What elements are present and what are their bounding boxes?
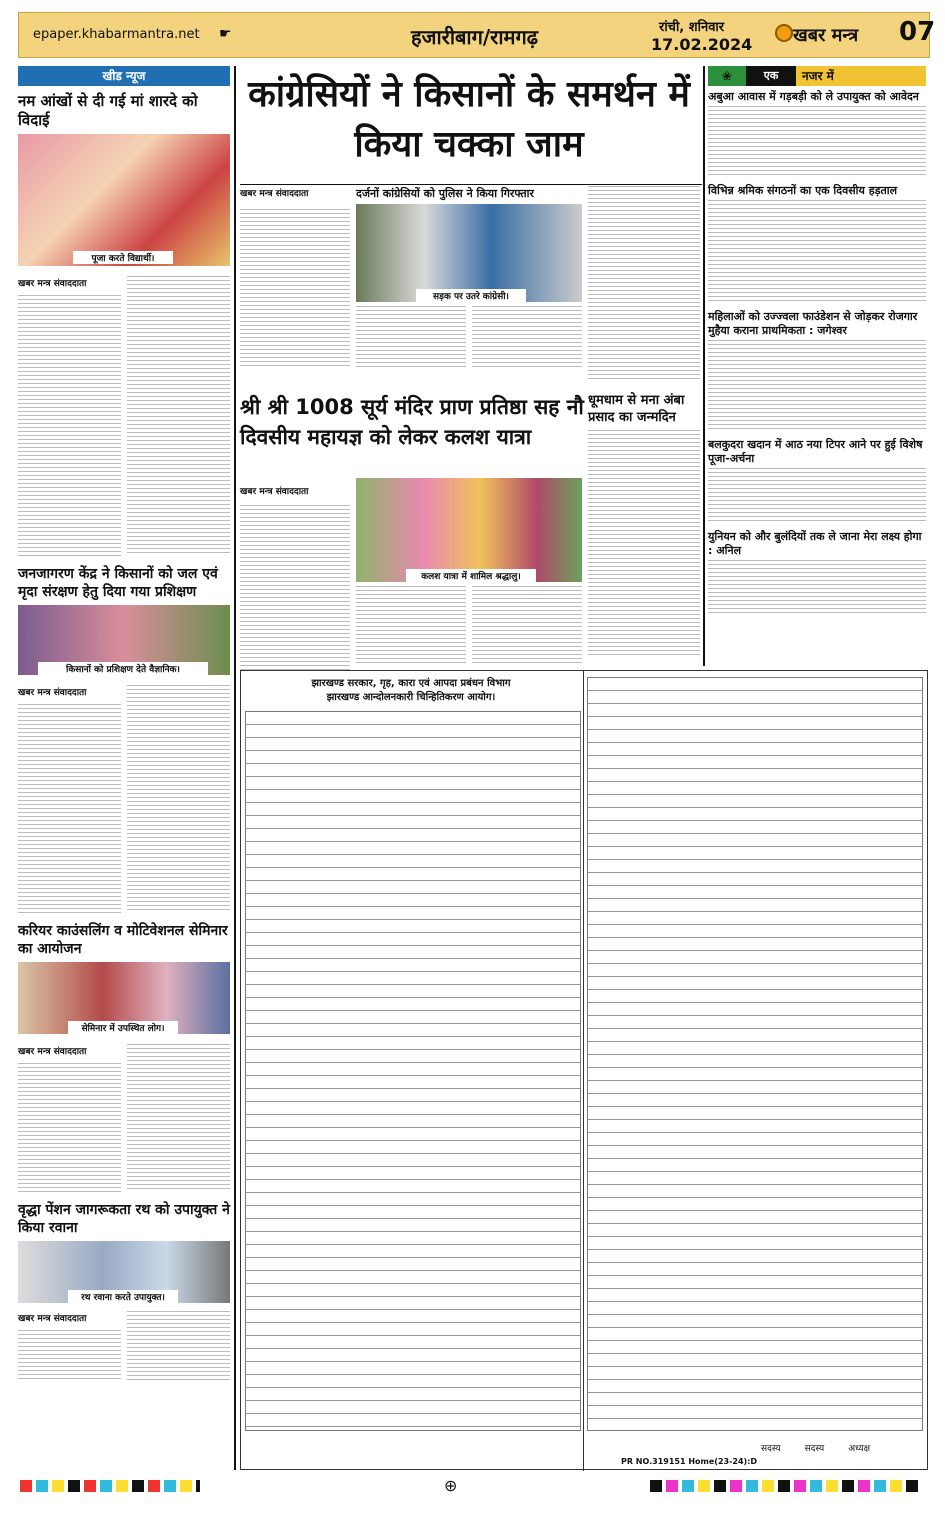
article-text (356, 306, 466, 370)
brief-text (708, 560, 926, 616)
column-rule (703, 66, 705, 666)
headline-left-1[interactable]: नम आंखों से दी गई मां शारदे को विदाई (18, 92, 198, 129)
color-bar (650, 1480, 920, 1492)
photo-caption: कलश यात्रा में शामिल श्रद्धालु। (406, 569, 536, 582)
main-headline[interactable]: कांग्रेसियों ने किसानों के समर्थन में किया चक्का जाम (248, 74, 690, 165)
headline-left-2[interactable]: जनजागरण केंद्र ने किसानों को जल एवं मृदा संरक्षण हेतु दिया गया प्रशिक्षण (18, 566, 218, 600)
side-headline[interactable]: धूमधाम से मना अंबा प्रसाद का जन्मदिन (588, 393, 685, 425)
brief-headline[interactable]: बलकुदरा खदान में आठ नया टिपर आने पर हुई विशेष पूजा-अर्चना (708, 438, 923, 465)
notice-table-left (245, 711, 581, 1431)
article-text-col2 (127, 685, 230, 913)
brand-logo-icon (775, 24, 793, 42)
color-bar (20, 1480, 200, 1492)
photo-caption: पूजा करते विद्यार्थी। (73, 251, 173, 264)
photo-puja (18, 134, 230, 266)
article-text (18, 1063, 121, 1193)
article-text (356, 586, 466, 666)
brief-headline[interactable]: युनियन को और बुलंदियों तक ले जाना मेरा लक्ष्य होगा : अनिल (708, 530, 922, 557)
article-text (240, 505, 350, 675)
brief-text (708, 468, 926, 524)
column-rule (234, 66, 236, 1470)
notice-table-right (587, 677, 923, 1431)
article-text (18, 704, 121, 914)
second-headline[interactable]: श्री श्री 1008 सूर्य मंदिर प्राण प्रतिष्ठा सह नौ दिवसीय महायज्ञ को लेकर कलश यात्रा (240, 395, 584, 449)
brief-text (708, 200, 926, 304)
article-text (588, 430, 700, 656)
second-story-photo-block (356, 478, 582, 666)
byline: खबर मन्त्र संवाददाता (18, 279, 87, 289)
headline-left-3[interactable]: करियर काउंसलिंग व मोटिवेशनल सेमिनार का आयोजन (18, 923, 228, 957)
main-story-col1 (240, 186, 350, 369)
photo-kalash-yatra (356, 478, 582, 582)
edition-title: हजारीबाग/रामगढ़ (411, 25, 539, 49)
photo-caption: सड़क पर उतरे कांग्रेसी। (416, 289, 526, 302)
section-tag: खीड न्यूज (18, 66, 230, 86)
article-text-col2 (127, 1311, 230, 1381)
page-number: 07 (899, 17, 936, 47)
byline: खबर मन्त्र संवाददाता (18, 1047, 87, 1057)
section-tag-nazar: नजर में (796, 66, 926, 86)
flower-icon: ❀ (708, 66, 746, 86)
brief-text (708, 340, 926, 432)
article-text (18, 295, 121, 557)
article-text (472, 586, 582, 666)
photo-protest (356, 204, 582, 302)
edition-date: 17.02.2024 (651, 35, 753, 54)
article-text (18, 1330, 121, 1382)
registration-mark-icon: ⊕ (444, 1476, 458, 1495)
pointer-icon: ☛ (219, 26, 232, 42)
signature-label: अध्यक्ष (848, 1444, 871, 1454)
photo-caption: किसानों को प्रशिक्षण देते वैज्ञानिक। (38, 662, 208, 675)
ek-nazar-column (708, 66, 926, 616)
side-story (588, 392, 700, 656)
divider (240, 184, 702, 185)
brief-headline[interactable]: विभिन्न श्रमिक संगठनों का एक दिवसीय हड़ताल (708, 184, 898, 197)
photo-caption: सेमिनार में उपस्थित लोग। (68, 1021, 178, 1034)
photo-seminar (18, 962, 230, 1034)
signature-label: सदस्य (804, 1444, 825, 1454)
main-story-photo-block (356, 186, 582, 370)
notice-title-1: झारखण्ड सरकार, गृह, कारा एवं आपदा प्रबंधन विभाग (311, 678, 511, 689)
left-column (18, 66, 230, 1470)
govt-notice (240, 670, 928, 1470)
byline: खबर मन्त्र संवाददाता (18, 688, 87, 698)
headline-left-4[interactable]: वृद्धा पेंशन जागरूकता रथ को उपायुक्त ने किया रवाना (18, 1202, 230, 1236)
article-text-col2 (127, 276, 230, 556)
notice-signatures (761, 1441, 870, 1454)
brief-headline[interactable]: अबुआ आवास में गड़बड़ी को ले उपायुक्त को आवेदन (708, 90, 919, 103)
brief-headline[interactable]: महिलाओं को उज्ज्वला फाउंडेशन से जोड़कर रोजगार मुहैया कराना प्राथमिकता : जगेश्वर (708, 310, 918, 337)
notice-divider (583, 671, 584, 1471)
article-text-col2 (127, 1044, 230, 1192)
brief-text (708, 106, 926, 178)
photo-rath (18, 1241, 230, 1303)
site-url[interactable]: epaper.khabarmantra.net (33, 27, 200, 42)
second-story-col1 (240, 484, 350, 675)
byline: खबर मन्त्र संवाददाता (240, 189, 309, 199)
article-text (240, 209, 350, 369)
pr-number: PR NO.319151 Home(23-24):D (621, 1457, 758, 1466)
photo-training (18, 605, 230, 675)
article-text (472, 306, 582, 370)
photo-caption: रथ रवाना करते उपायुक्त। (68, 1290, 178, 1303)
masthead (18, 12, 936, 58)
print-registration-marks (0, 1474, 945, 1498)
brand-name: खबर मन्त्र (793, 25, 859, 46)
byline: खबर मन्त्र संवाददाता (240, 487, 309, 497)
byline: खबर मन्त्र संवाददाता (18, 1314, 87, 1324)
section-tag-ek: एक (746, 66, 796, 86)
edition-place: रांची, शनिवार (659, 20, 725, 35)
notice-title-2: झारखण्ड आन्दोलनकारी चिन्हितिकरण आयोग। (326, 692, 496, 703)
signature-label: सदस्य (761, 1444, 781, 1454)
main-story-col4 (588, 186, 700, 382)
subheadline[interactable]: दर्जनों कांग्रेसियों को पुलिस ने किया गिरफ्तार (356, 187, 534, 200)
